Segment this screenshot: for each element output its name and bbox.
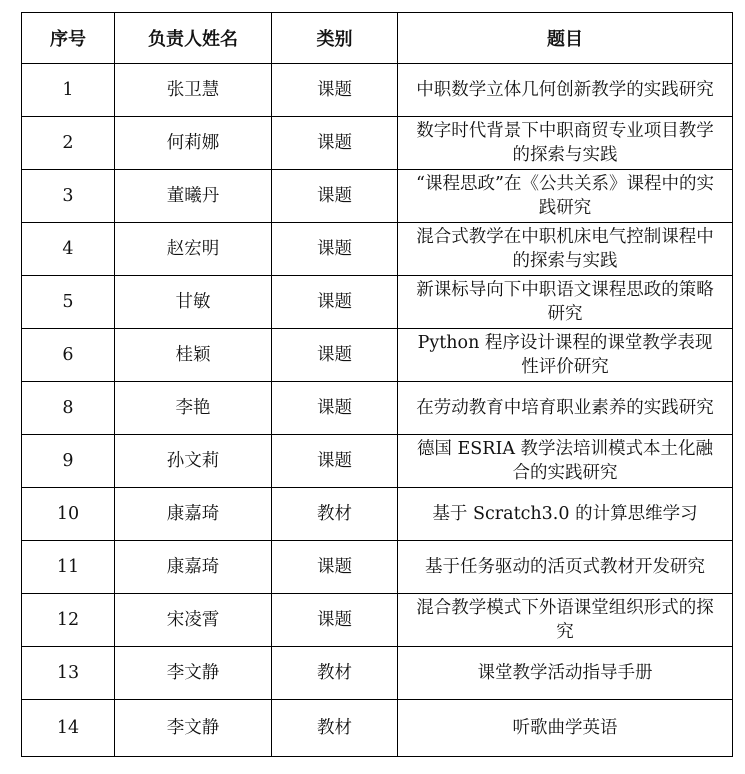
cell-category: 教材 — [272, 700, 398, 757]
table-row — [22, 594, 733, 647]
table-row — [22, 276, 733, 329]
cell-topic: 新课标导向下中职语文课程思政的策略研究 — [398, 276, 733, 329]
cell-category: 课题 — [272, 594, 398, 647]
cell-number: 6 — [22, 329, 115, 382]
cell-leader-name: 董曦丹 — [115, 170, 272, 223]
cell-number: 12 — [22, 594, 115, 647]
cell-category: 课题 — [272, 223, 398, 276]
cell-leader-name: 李文静 — [115, 647, 272, 700]
cell-category: 课题 — [272, 64, 398, 117]
table-row — [22, 170, 733, 223]
cell-leader-name: 张卫慧 — [115, 64, 272, 117]
cell-topic: 中职数学立体几何创新教学的实践研究 — [398, 64, 733, 117]
table-row — [22, 117, 733, 170]
cell-number: 9 — [22, 435, 115, 488]
cell-leader-name: 桂颖 — [115, 329, 272, 382]
cell-topic: 在劳动教育中培育职业素养的实践研究 — [398, 382, 733, 435]
cell-category: 课题 — [272, 382, 398, 435]
cell-leader-name: 何莉娜 — [115, 117, 272, 170]
table-row — [22, 488, 733, 541]
cell-category: 教材 — [272, 488, 398, 541]
header-leader-name: 负责人姓名 — [115, 13, 272, 64]
cell-leader-name: 康嘉琦 — [115, 541, 272, 594]
cell-category: 课题 — [272, 541, 398, 594]
cell-topic: 数字时代背景下中职商贸专业项目教学的探索与实践 — [398, 117, 733, 170]
cell-number: 1 — [22, 64, 115, 117]
table-row — [22, 64, 733, 117]
cell-category: 教材 — [272, 647, 398, 700]
cell-number: 14 — [22, 700, 115, 757]
cell-number: 11 — [22, 541, 115, 594]
cell-leader-name: 孙文莉 — [115, 435, 272, 488]
cell-topic: 基于任务驱动的活页式教材开发研究 — [398, 541, 733, 594]
cell-leader-name: 赵宏明 — [115, 223, 272, 276]
cell-category: 课题 — [272, 170, 398, 223]
cell-topic: Python 程序设计课程的课堂教学表现性评价研究 — [398, 329, 733, 382]
cell-number: 10 — [22, 488, 115, 541]
header-category: 类别 — [272, 13, 398, 64]
table-row — [22, 223, 733, 276]
cell-category: 课题 — [272, 117, 398, 170]
header-topic: 题目 — [398, 13, 733, 64]
cell-leader-name: 宋凌霄 — [115, 594, 272, 647]
table-row — [22, 382, 733, 435]
table-row — [22, 700, 733, 757]
cell-number: 8 — [22, 382, 115, 435]
table-row — [22, 329, 733, 382]
cell-category: 课题 — [272, 435, 398, 488]
table-row — [22, 435, 733, 488]
project-table — [21, 12, 733, 757]
cell-topic: 听歌曲学英语 — [398, 700, 733, 757]
cell-topic: “课程思政”在《公共关系》课程中的实践研究 — [398, 170, 733, 223]
cell-category: 课题 — [272, 329, 398, 382]
table-row — [22, 541, 733, 594]
cell-topic: 课堂教学活动指导手册 — [398, 647, 733, 700]
cell-number: 5 — [22, 276, 115, 329]
cell-number: 3 — [22, 170, 115, 223]
cell-number: 4 — [22, 223, 115, 276]
cell-leader-name: 李文静 — [115, 700, 272, 757]
cell-leader-name: 李艳 — [115, 382, 272, 435]
cell-topic: 混合教学模式下外语课堂组织形式的探究 — [398, 594, 733, 647]
cell-topic: 混合式教学在中职机床电气控制课程中的探索与实践 — [398, 223, 733, 276]
cell-number: 2 — [22, 117, 115, 170]
cell-leader-name: 甘敏 — [115, 276, 272, 329]
cell-leader-name: 康嘉琦 — [115, 488, 272, 541]
cell-topic: 基于 Scratch3.0 的计算思维学习 — [398, 488, 733, 541]
cell-number: 13 — [22, 647, 115, 700]
header-row — [22, 13, 733, 64]
header-number: 序号 — [22, 13, 115, 64]
cell-category: 课题 — [272, 276, 398, 329]
cell-topic: 德国 ESRIA 教学法培训模式本土化融合的实践研究 — [398, 435, 733, 488]
table-row — [22, 647, 733, 700]
